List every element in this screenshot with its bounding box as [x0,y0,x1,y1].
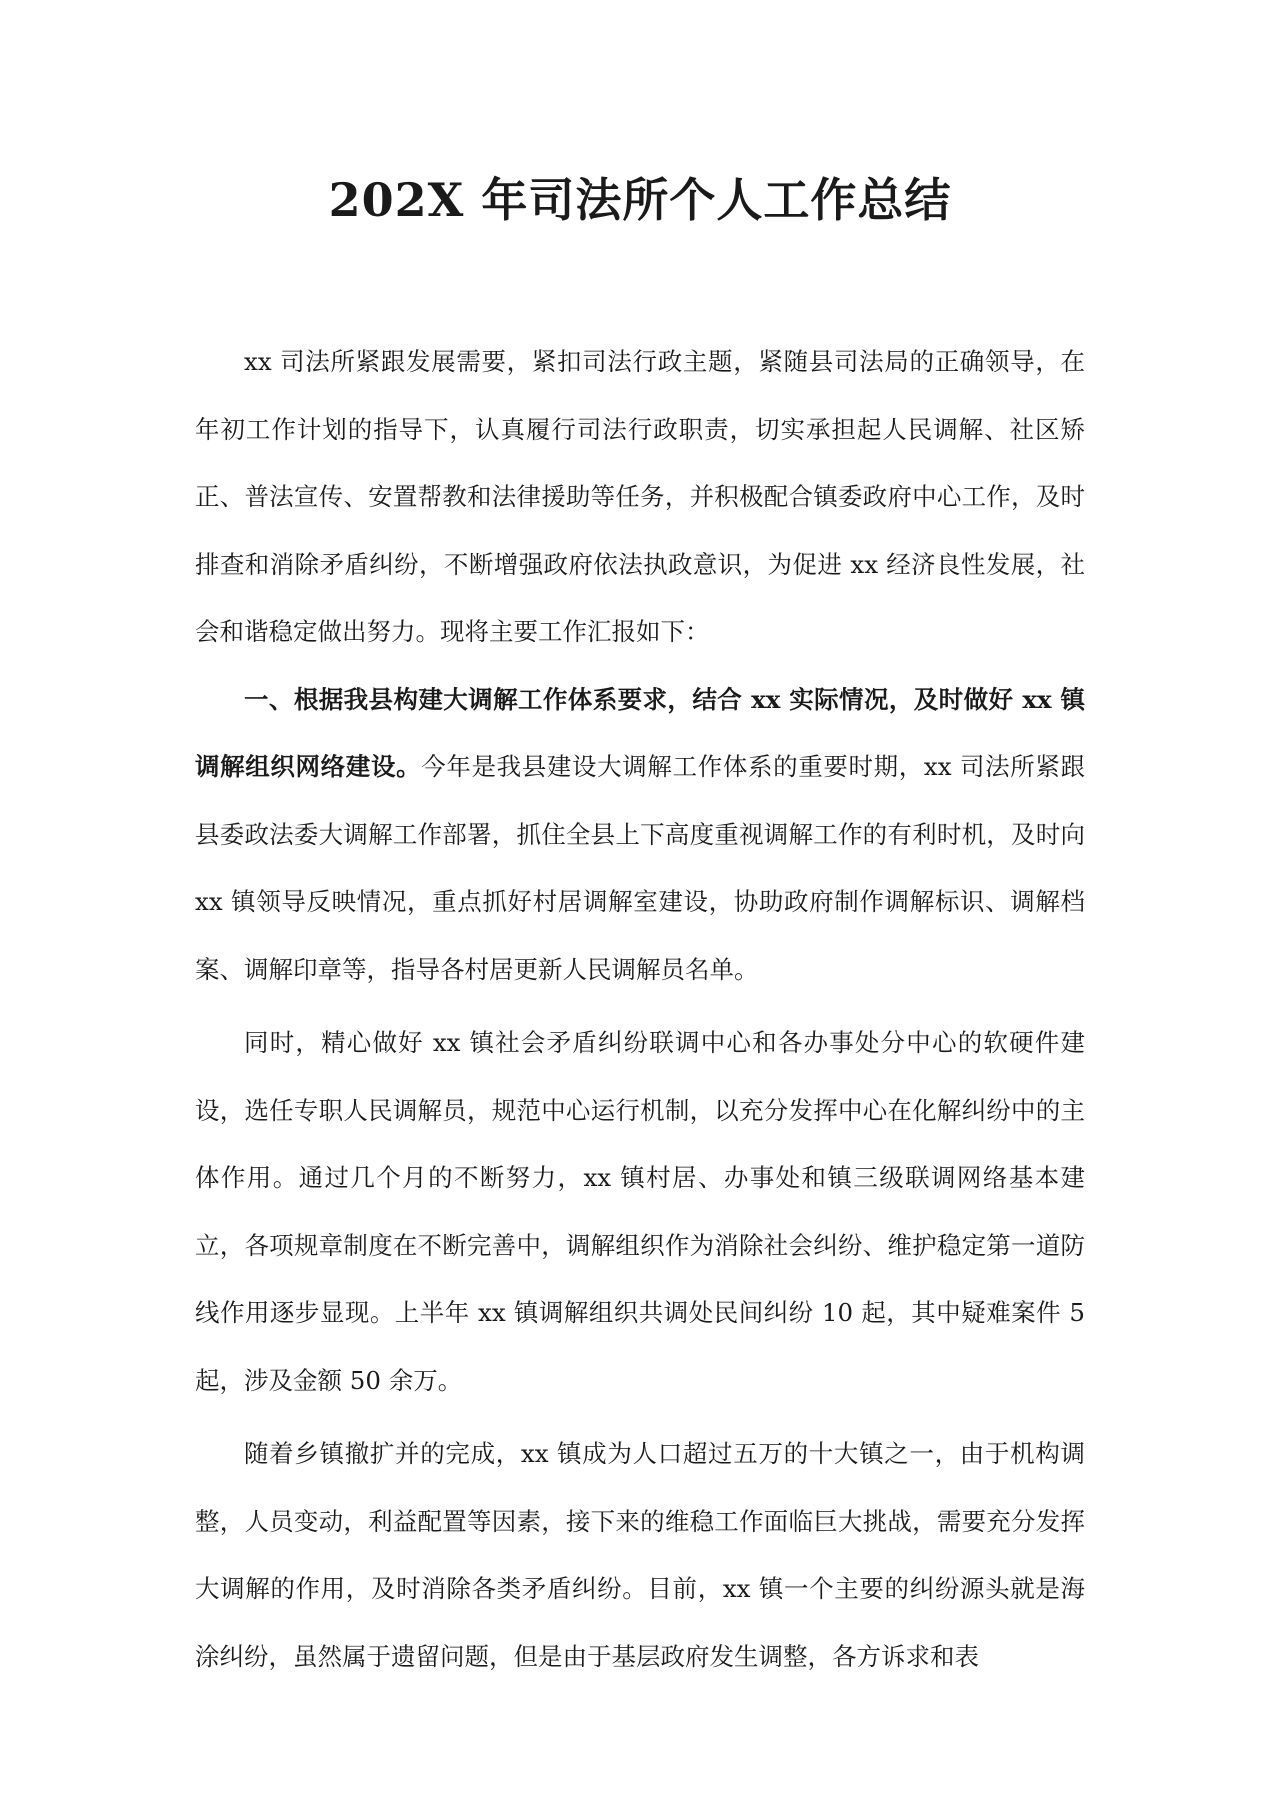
paragraph-text: 今年是我县建设大调解工作体系的重要时期，xx 司法所紧跟县委政法委大调解工作部署，抓住全县上下高度重视调解工作的有利时机，及时向 xx 镇领导反映情况，重点抓好村居调解室建设，协助政府制作调解标识、调解档案、调解印章等，指导各村居更新人民调解员名单。 [195,752,1086,984]
document-body [195,328,1085,1690]
section-heading: 一、根据我县构建大调解工作体系要求，结合 xx 实际情况，及时做好 xx 镇调解组织网络建设。 [195,684,1085,781]
paragraph-section-1 [195,666,1085,1004]
paragraph-text: xx 司法所紧跟发展需要，紧扣司法行政主题，紧随县司法局的正确领导，在年初工作计划的指导下，认真履行司法行政职责，切实承担起人民调解、社区矫正、普法宣传、安置帮教和法律援助等任务，并积极配合镇委政府中心工作，及时排查和消除矛盾纠纷，不断增强政府依法执政意识，为促进 xx 经济良性发展，社会和谐稳定做出努力。现将主要工作汇报如下： [195,347,1085,646]
paragraph-intro [195,328,1085,666]
document-title: 202X 年司法所个人工作总结 [328,173,952,227]
paragraph-text: 同时，精心做好 xx 镇社会矛盾纠纷联调中心和各办事处分中心的软硬件建设，选任专职人民调解员，规范中心运行机制，以充分发挥中心在化解纠纷中的主体作用。通过几个月的不断努力，xx 镇村居、办事处和镇三级联调网络基本建立，各项规章制度在不断完善中，调解组织作为消除社会纠纷、维护稳定第一道防线作用逐步显现。上半年 xx 镇调解组织共调处民间纠纷 10 起，其中疑难案件 5 起，涉及金额 50 余万。 [195,1028,1085,1395]
paragraph-town-merger [195,1420,1085,1690]
paragraph-network-building [195,1009,1085,1414]
paragraph-text: 随着乡镇撤扩并的完成，xx 镇成为人口超过五万的十大镇之一，由于机构调整，人员变动，利益配置等因素，接下来的维稳工作面临巨大挑战，需要充分发挥大调解的作用，及时消除各类矛盾纠纷。目前，xx 镇一个主要的纠纷源头就是海涂纠纷，虽然属于遗留问题，但是由于基层政府发生调整，各方诉求和表 [195,1439,1085,1671]
